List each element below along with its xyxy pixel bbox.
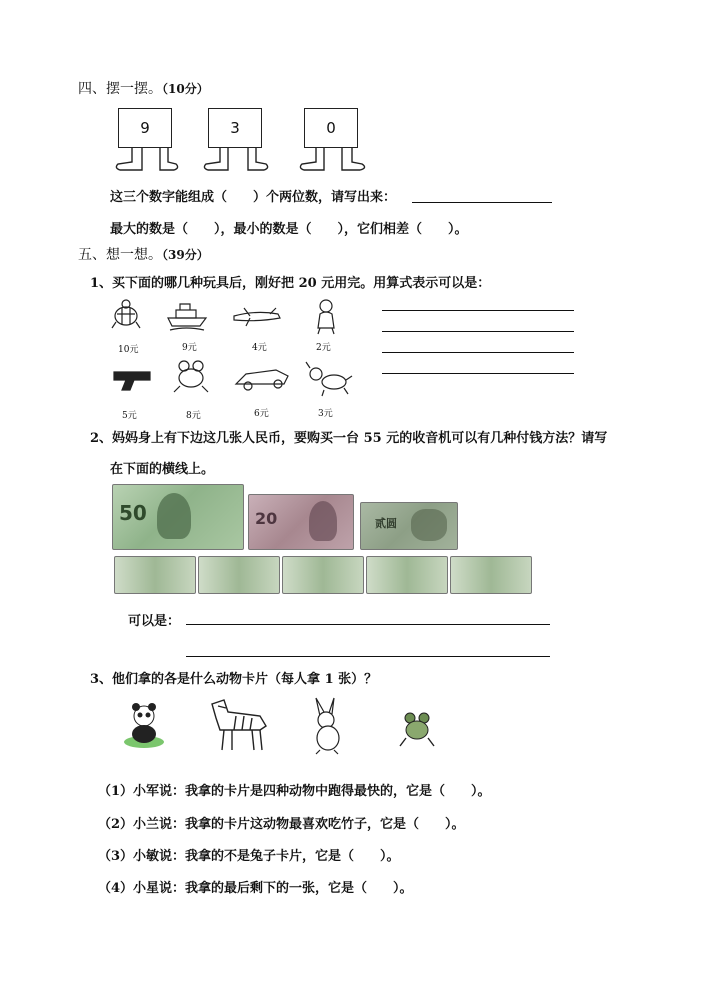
section4-question2: 最大的数是（ ），最小的数是（ ），它们相差（ ）。 xyxy=(110,222,468,237)
banknote-50-yuan: 50 xyxy=(112,484,244,550)
banknote-1-yuan xyxy=(114,556,196,594)
toy-grid xyxy=(100,296,360,422)
answer-line[interactable] xyxy=(382,310,574,311)
animal-cards xyxy=(120,696,450,756)
banknote-20-yuan: 20 xyxy=(248,494,354,550)
toy-price-1: 10元 xyxy=(118,345,139,355)
banknote-1-yuan xyxy=(450,556,532,594)
answer-line[interactable] xyxy=(382,373,574,374)
answer-label: 可以是： xyxy=(128,614,181,629)
ship-icon xyxy=(168,304,206,330)
banknote-1-yuan xyxy=(366,556,448,594)
banknote-2-yuan: 贰圆 xyxy=(360,502,458,550)
statement-4: （4）小星说：我拿的最后剩下的一张，它是（ ）。 xyxy=(98,881,413,896)
toy-price-7: 6元 xyxy=(254,409,269,419)
zebra-icon xyxy=(212,700,266,750)
toy-price-4: 2元 xyxy=(316,343,331,353)
toy-price-8: 3元 xyxy=(318,409,333,419)
digit-card-2: 3 xyxy=(208,108,262,148)
turtle-icon xyxy=(112,300,140,328)
answer-line[interactable] xyxy=(382,352,574,353)
toy-dog-icon xyxy=(306,362,352,396)
banknote-1-yuan xyxy=(282,556,364,594)
toy-price-5: 5元 xyxy=(122,411,137,421)
section4-question1: 这三个数字能组成（ ）个两位数，请写出来： xyxy=(110,190,397,205)
one-yuan-notes-row xyxy=(114,556,534,594)
answer-line[interactable] xyxy=(412,202,552,203)
doll-icon xyxy=(318,300,334,334)
answer-line[interactable] xyxy=(382,331,574,332)
question1-text: 1、买下面的哪几种玩具后，刚好把 20 元用完。用算式表示可以是： xyxy=(90,276,491,291)
question2-text-line1: 2、妈妈身上有下边这几张人民币，要购买一台 55 元的收音机可以有几种付钱方法？请写 xyxy=(90,431,608,446)
question2-text-line2: 在下面的横线上。 xyxy=(110,462,215,477)
rabbit-icon xyxy=(316,698,339,754)
digit-figures xyxy=(112,104,382,174)
panda-icon xyxy=(124,703,164,748)
statement-1: （1）小军说：我拿的卡片是四种动物中跑得最快的，它是（ ）。 xyxy=(98,784,491,799)
toy-illustrations xyxy=(100,296,360,422)
question3-text: 3、他们拿的各是什么动物卡片（每人拿 1 张）？ xyxy=(90,672,378,687)
airplane-icon xyxy=(234,308,280,326)
toy-price-2: 9元 xyxy=(182,343,197,353)
section5-heading: 五、想一想。（39分） xyxy=(78,247,209,263)
section4-heading: 四、摆一摆。（10分） xyxy=(78,81,209,97)
frog-toy-icon xyxy=(174,361,208,392)
statement-2: （2）小兰说：我拿的卡片这动物最喜欢吃竹子，它是（ ）。 xyxy=(98,817,465,832)
statement-3: （3）小敏说：我拿的不是兔子卡片，它是（ ）。 xyxy=(98,849,400,864)
answer-line[interactable] xyxy=(186,656,550,657)
banknote-1-yuan xyxy=(198,556,280,594)
digit-card-1: 9 xyxy=(118,108,172,148)
digit-card-3: 0 xyxy=(304,108,358,148)
toy-price-3: 4元 xyxy=(252,343,267,353)
animal-illustrations xyxy=(120,696,450,756)
answer-line[interactable] xyxy=(186,624,550,625)
toy-car-icon xyxy=(236,370,288,390)
frog-icon xyxy=(400,713,434,746)
toy-price-6: 8元 xyxy=(186,411,201,421)
toy-gun-icon xyxy=(114,372,150,390)
